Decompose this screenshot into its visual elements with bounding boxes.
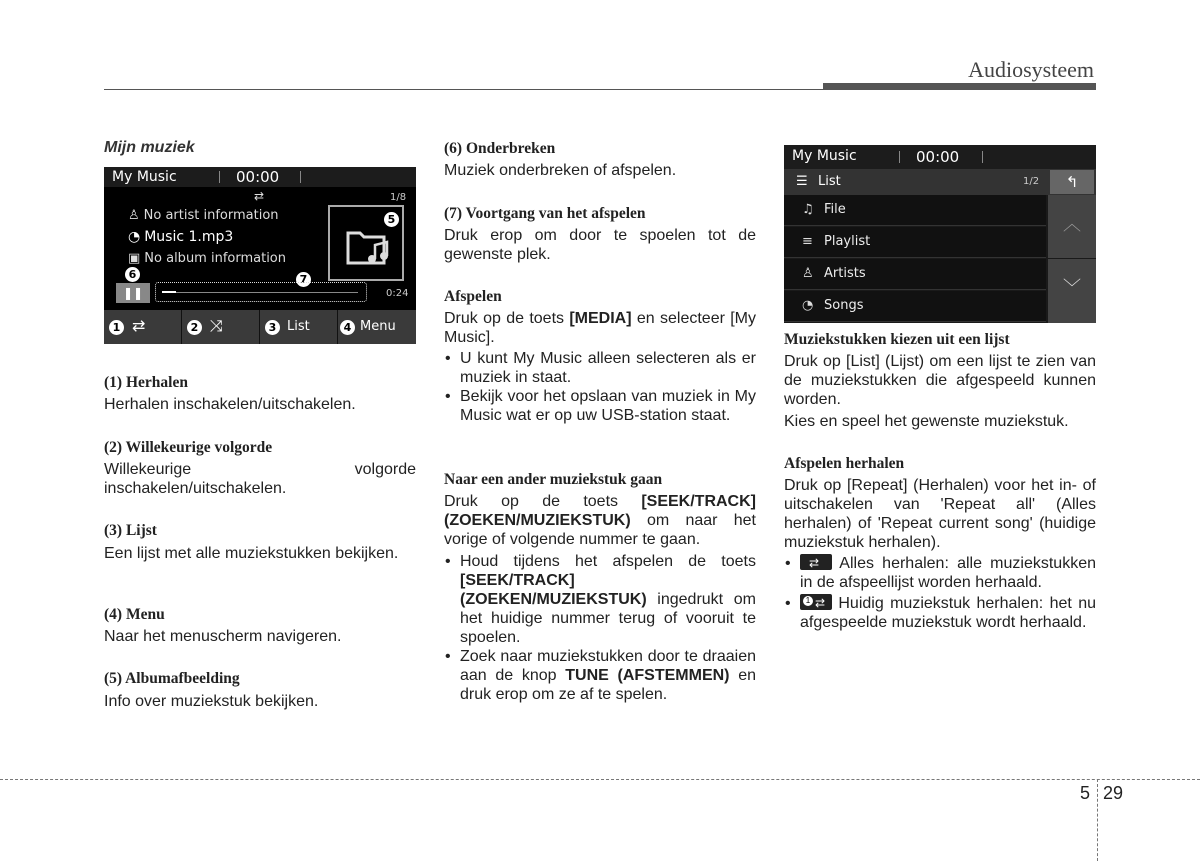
- item-label: Songs: [824, 298, 864, 313]
- section-text: Druk op [Repeat] (Herhalen) voor het in- of uitschakelen van 'Repeat all' (Alles herhalen) of 'Repeat current song' (huidige muziekstuk herhalen).: [784, 477, 1096, 551]
- clock: 00:00: [916, 148, 960, 166]
- text-part: ingedrukt om het huidige nummer terug of vooruit te spoelen.: [460, 591, 756, 646]
- list-item: [784, 594, 1096, 632]
- section-title: (7) Voortgang van het afspelen: [444, 205, 646, 222]
- section-text: Herhalen inschakelen/uitschakelen.: [104, 396, 356, 413]
- list-item: [444, 647, 756, 704]
- song-info: [128, 229, 233, 245]
- album-icon: ▣: [128, 251, 141, 266]
- section-text: Druk op [List] (Lijst) om een lijst te zien van de muziekstukken die afgespeeld kunnen worden.: [784, 353, 1096, 408]
- screen-title: My Music: [792, 148, 857, 164]
- callout-3: 3: [265, 320, 280, 335]
- chapter-number: 5: [1080, 783, 1091, 803]
- text-part: en selecteer [My Music].: [444, 310, 757, 346]
- callout-4: 4: [340, 320, 355, 335]
- text-part: Houd tijdens het afspelen de toets: [460, 553, 756, 570]
- separator: [899, 151, 900, 163]
- screen-title: My Music: [112, 169, 177, 185]
- list-label: List: [287, 319, 310, 334]
- section-text: [444, 492, 756, 549]
- callout-7: 7: [296, 272, 311, 287]
- text-part: en druk erop om ze af te spelen.: [460, 667, 756, 703]
- section-text: Druk erop om door te spoelen tot de gewenste plek.: [444, 227, 756, 263]
- note-icon: ♫: [802, 202, 814, 217]
- text-part: om naar het vorige of volgende nummer te gaan.: [444, 512, 756, 548]
- screen-status-bar: [104, 167, 416, 187]
- menu-button[interactable]: [338, 310, 416, 344]
- section-title: Muziekstukken kiezen uit een lijst: [784, 331, 1010, 348]
- artist-icon: ♙: [128, 208, 140, 223]
- section-text: [104, 460, 416, 498]
- list-item-songs[interactable]: [784, 291, 1046, 322]
- section-text: Kies en speel het gewenste muziekstuk.: [784, 413, 1069, 430]
- separator: [219, 171, 220, 183]
- list-icon: ☰: [796, 174, 808, 189]
- list-screen: [784, 145, 1096, 323]
- text-part: Willekeurige: [104, 461, 192, 478]
- item-label: Artists: [824, 266, 866, 281]
- text-part: Druk op de toets: [444, 310, 570, 327]
- progress-fill: [162, 291, 176, 293]
- artist-icon: ♙: [802, 266, 814, 281]
- progress-track: [162, 292, 358, 293]
- list-header: [784, 169, 1096, 195]
- repeat-all-icon: • ⇄: [800, 554, 832, 570]
- repeat-status-icon: ⇄: [254, 189, 265, 203]
- page-indicator: 1/2: [1023, 176, 1040, 187]
- screen-button-bar: [104, 310, 416, 344]
- bullet-list: [444, 349, 756, 425]
- list-item-playlist[interactable]: [784, 227, 1046, 258]
- repeat-one-icon: • 1 ⇄: [800, 594, 832, 610]
- song-icon: ◔: [128, 229, 141, 245]
- song-icon: ◔: [802, 298, 814, 313]
- section-heading: Mijn muziek: [104, 139, 195, 156]
- album-info: [128, 251, 286, 266]
- menu-label: Menu: [360, 319, 396, 334]
- clock: 00:00: [236, 168, 280, 186]
- text-part: Alles herhalen: alle muziekstukken in de afspeellijst worden herhaald.: [800, 555, 1096, 591]
- section-title: (3) Lijst: [104, 522, 157, 539]
- track-count: 1/8: [390, 192, 407, 203]
- list-title: List: [818, 174, 841, 189]
- callout-2: 2: [187, 320, 202, 335]
- album-text: No album information: [144, 251, 287, 266]
- section-text: Info over muziekstuk bekijken.: [104, 693, 319, 710]
- page-number: 29: [1103, 783, 1124, 803]
- header-rule: [104, 89, 1096, 90]
- artist-text: No artist information: [143, 208, 279, 223]
- music-screen: [104, 167, 416, 344]
- item-label: Playlist: [824, 234, 871, 249]
- song-text: Music 1.mp3: [144, 229, 234, 245]
- section-title: Afspelen herhalen: [784, 455, 905, 472]
- bullet-list: [784, 554, 1096, 632]
- text-part: Huidig muziekstuk herhalen: het nu afgespeelde muziekstuk wordt herhaald.: [800, 595, 1096, 631]
- section-title: (5) Albumafbeelding: [104, 670, 240, 687]
- repeat-icon: ⇄: [132, 316, 146, 335]
- footer-divider: [1097, 779, 1098, 861]
- scroll-down-button[interactable]: ﹀: [1048, 259, 1096, 323]
- shuffle-button[interactable]: [182, 310, 260, 344]
- section-title: (1) Herhalen: [104, 374, 188, 391]
- callout-1: 1: [109, 320, 124, 335]
- text-part: Druk op de toets: [444, 493, 642, 510]
- list-item: [784, 554, 1096, 592]
- separator: [300, 171, 301, 183]
- text-part: volgorde: [354, 461, 416, 478]
- progress-bar[interactable]: [155, 282, 367, 302]
- section-text: Naar het menuscherm navigeren.: [104, 628, 342, 645]
- scroll-up-button[interactable]: ︿: [1048, 195, 1096, 258]
- section-title: (4) Menu: [104, 606, 165, 623]
- section-text: Een lijst met alle muziekstukken bekijken.: [104, 545, 399, 562]
- back-button[interactable]: ↰: [1050, 170, 1094, 194]
- section-text: Muziek onderbreken of afspelen.: [444, 162, 677, 179]
- elapsed-time: 0:24: [386, 288, 409, 299]
- list-item: • Bekijk voor het opslaan van muziek in My Music wat er op uw USB-station staat.: [444, 387, 756, 425]
- text-part: [SEEK/TRACK] (ZOEKEN/MUZIEKSTUK): [444, 493, 756, 529]
- list-item-artists[interactable]: [784, 259, 1046, 290]
- text-part: [SEEK/TRACK] (ZOEKEN/MUZIEKSTUK): [460, 572, 647, 608]
- artist-info: [128, 208, 279, 223]
- list-item: [444, 552, 756, 647]
- section-text: [444, 309, 756, 347]
- repeat-button[interactable]: [104, 310, 182, 344]
- footer-rule: [0, 779, 1200, 780]
- list-item: • U kunt My Music alleen selecteren als er muziek in staat.: [444, 349, 756, 387]
- pause-button[interactable]: ❚❚: [116, 283, 150, 303]
- section-title: Naar een ander muziekstuk gaan: [444, 471, 663, 488]
- callout-5: 5: [384, 212, 399, 227]
- list-button[interactable]: [260, 310, 338, 344]
- text-part: Zoek naar muziekstukken door te draaien aan de knop: [460, 648, 756, 684]
- playlist-icon: ≡: [802, 234, 813, 249]
- bullet-list: [444, 552, 756, 704]
- text-part: inschakelen/uitschakelen.: [104, 480, 287, 497]
- list-item-file[interactable]: [784, 195, 1046, 226]
- section-title: (6) Onderbreken: [444, 140, 556, 157]
- section-title: (2) Willekeurige volgorde: [104, 439, 273, 456]
- text-part: [MEDIA]: [569, 310, 632, 327]
- screen-status-bar: [784, 145, 1096, 169]
- section-title: Afspelen: [444, 288, 502, 305]
- item-label: File: [824, 202, 846, 217]
- shuffle-icon: ⤨: [210, 316, 223, 335]
- header-title: Audiosysteem: [968, 57, 1094, 82]
- text-part: TUNE (AFSTEMMEN): [565, 667, 730, 684]
- callout-6: 6: [125, 267, 140, 282]
- separator: [982, 151, 983, 163]
